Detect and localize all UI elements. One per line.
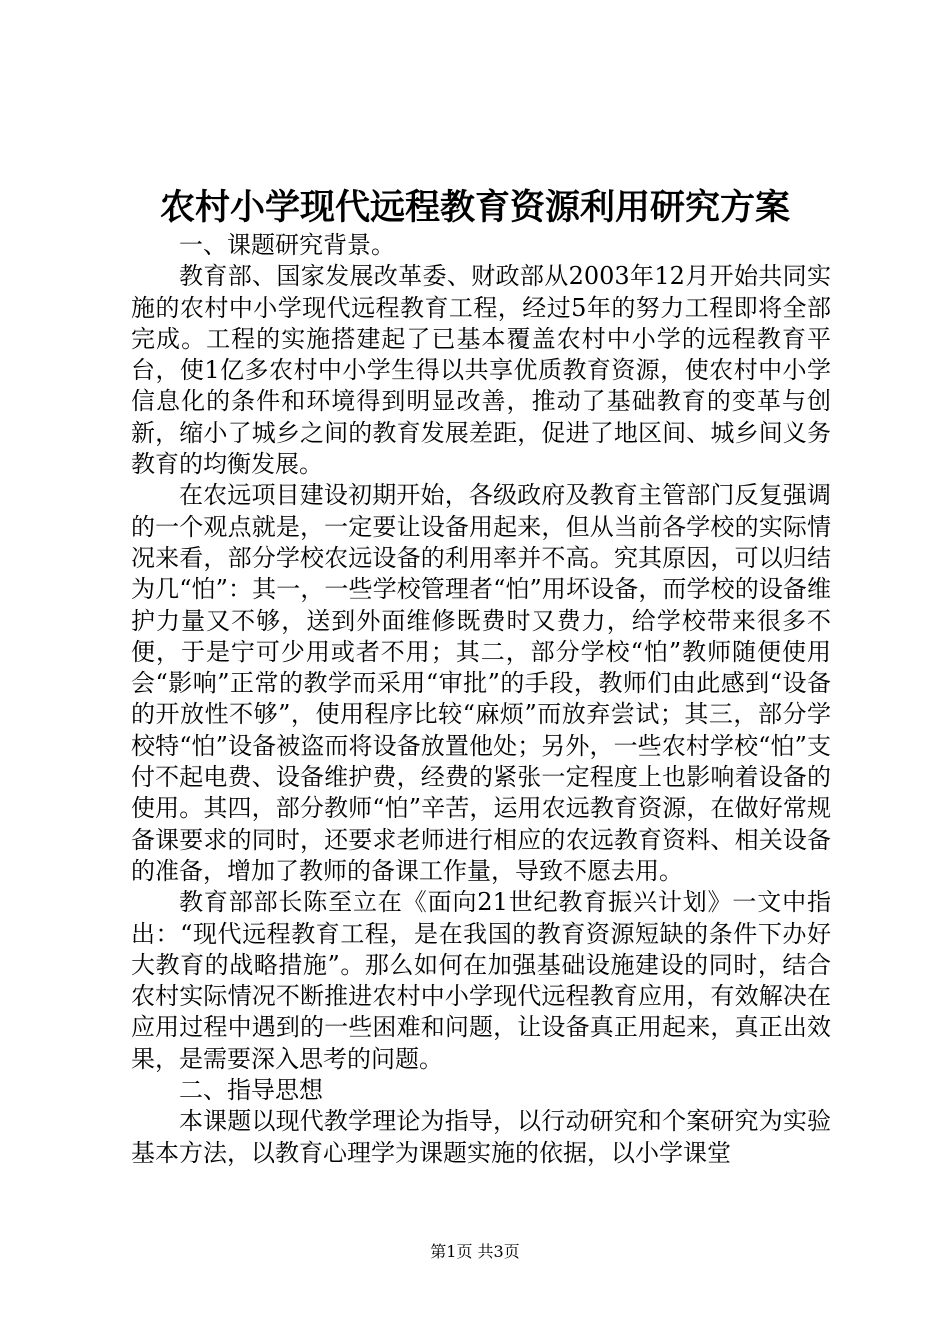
- page-footer: 第1页 共3页: [430, 1242, 520, 1261]
- paragraph: 教育部、国家发展改革委、财政部从2003年12月开始共同实施的农村中小学现代远程教育工程，经过5年的努力工程即将全部完成。工程的实施搭建起了已基本覆盖农村中小学的远程教育平台，使1亿多农村中小学生得以共享优质教育资源，使农村中小学信息化的条件和环境得到明显改善，推动了基础教育的变革与创新，缩小了城乡之间的教育发展差距，促进了地区间、城乡间义务教育的均衡发展。: [131, 262, 831, 479]
- paragraph: 本课题以现代教学理论为指导，以行动研究和个案研究为实验基本方法，以教育心理学为课题实施的依据，以小学课堂: [131, 1107, 831, 1167]
- paragraph: 教育部部长陈至立在《面向21世纪教育振兴计划》一文中指出：“现代远程教育工程，是在我国的教育资源短缺的条件下办好大教育的战略措施”。那么如何在加强基础设施建设的同时，结合农村实际情况不断推进农村中小学现代远程教育应用，有效解决在应用过程中遇到的一些困难和问题，让设备真正用起来，真正出效果，是需要深入思考的问题。: [131, 888, 831, 1073]
- paragraph: 在农远项目建设初期开始，各级政府及教育主管部门反复强调的一个观点就是，一定要让设备用起来，但从当前各学校的实际情况来看，部分学校农远设备的利用率并不高。究其原因，可以归结为几“怕”：其一，一些学校管理者“怕”用坏设备，而学校的设备维护力量又不够，送到外面维修既费时又费力，给学校带来很多不便，于是宁可少用或者不用；其二，部分学校“怕”教师随便使用会“影响”正常的教学而采用“审批”的手段，教师们由此感到“设备的开放性不够”，使用程序比较“麻烦”而放弃尝试；其三，部分学校特“怕”设备被盗而将设备放置他处；另外，一些农村学校“怕”支付不起电费、设备维护费，经费的紧张一定程度上也影响着设备的使用。其四，部分教师“怕”辛苦，运用农远教育资源，在做好常规备课要求的同时，还要求老师进行相应的农远教育资料、相关设备的准备，增加了教师的备课工作量，导致不愿去用。: [131, 481, 831, 885]
- section-heading: 一、课题研究背景。: [179, 231, 395, 259]
- document-body: [131, 230, 831, 1169]
- document-title: 农村小学现代远程教育资源利用研究方案: [159, 187, 790, 228]
- section-heading: 二、指导思想: [179, 1076, 323, 1105]
